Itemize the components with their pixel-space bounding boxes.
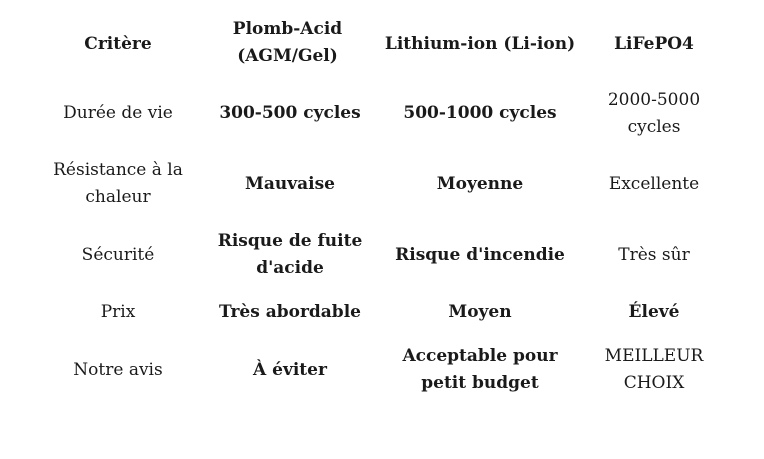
row-heat-li-ion: Moyenne (436, 173, 524, 194)
row-heat-criterion: Résistance à la chaleur (53, 160, 183, 207)
header-li-ion: Lithium-ion (Li-ion) (384, 33, 576, 54)
row-price-lifepo4: Élevé (628, 301, 680, 322)
row-lifespan-criterion: Durée de vie (63, 102, 173, 123)
header-criterion: Critère (84, 33, 152, 54)
row-verdict-lifepo4: MEILLEUR CHOIX (604, 346, 704, 393)
row-price-lead-acid: Très abordable (219, 301, 361, 322)
row-safety-criterion: Sécurité (81, 244, 155, 265)
row-heat-lead-acid: Mauvaise (245, 173, 335, 194)
header-lead-acid: Plomb-Acid (AGM/Gel) (232, 19, 343, 66)
row-price-li-ion: Moyen (448, 301, 512, 322)
row-lifespan-li-ion: 500-1000 cycles (403, 102, 557, 123)
row-heat-lifepo4: Excellente (608, 173, 700, 194)
row-verdict-lead-acid: À éviter (253, 359, 327, 380)
row-safety-li-ion: Risque d'incendie (395, 244, 565, 265)
row-price-criterion: Prix (100, 301, 136, 322)
row-safety-lifepo4: Très sûr (618, 244, 690, 265)
header-lifepo4: LiFePO4 (614, 33, 694, 54)
row-verdict-li-ion: Acceptable pour petit budget (402, 346, 558, 393)
row-safety-lead-acid: Risque de fuite d'acide (217, 231, 363, 278)
row-lifespan-lead-acid: 300-500 cycles (219, 102, 361, 123)
row-lifespan-lifepo4: 2000-5000 cycles (607, 90, 701, 137)
row-verdict-criterion: Notre avis (73, 359, 163, 380)
